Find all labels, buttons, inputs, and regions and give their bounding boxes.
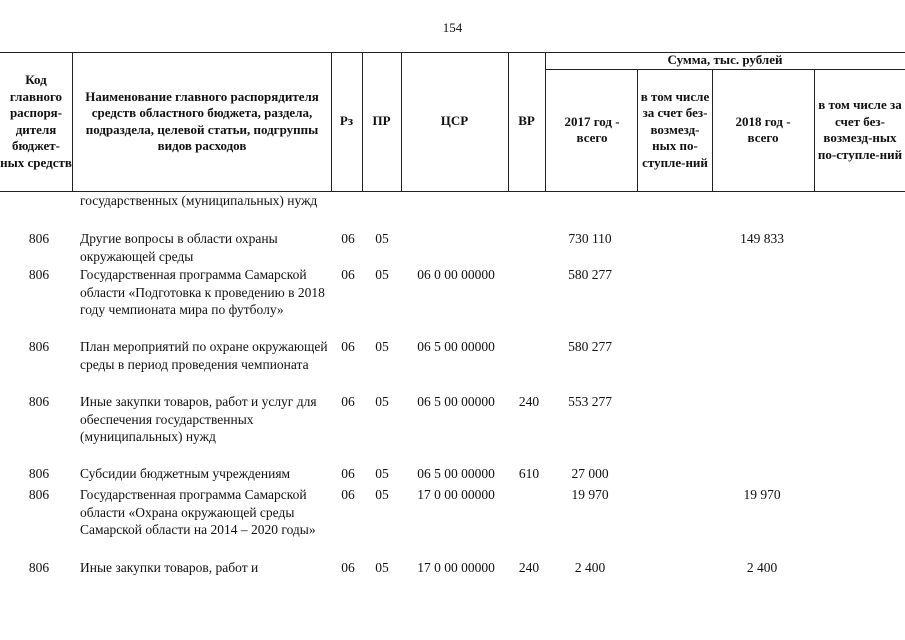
header-2017-free: в том числе за счет без-возмезд-ных по-ступле-ний (640, 88, 710, 170)
row-rz: 06 (341, 231, 355, 246)
row-csr: 06 5 00 00000 (417, 339, 495, 354)
row-code: 806 (28, 267, 50, 282)
row-name: Государственная программа Самарской области «Подготовка к проведению в 2018 году чемпионата мира по футболу» (80, 267, 325, 317)
row-name: государственных (муниципальных) нужд (80, 193, 318, 208)
row-sum-2017: 580 277 (568, 339, 612, 354)
page-number: 154 (442, 20, 463, 35)
row-code: 806 (28, 339, 50, 354)
row-code: 806 (28, 560, 50, 575)
col-divider (814, 69, 815, 191)
row-pr: 05 (375, 487, 389, 502)
header-code: Код главного распоря-дителя бюджет-ных средств (0, 72, 72, 170)
row-name: Субсидии бюджетным учреждениям (80, 466, 291, 481)
col-divider (712, 69, 713, 191)
row-sum-2017: 19 970 (571, 487, 609, 502)
row-rz: 06 (341, 339, 355, 354)
row-csr: 06 5 00 00000 (417, 466, 495, 481)
col-divider (637, 69, 638, 191)
row-vr: 240 (518, 394, 540, 409)
header-2017-total: 2017 год - всего (564, 113, 620, 145)
row-name: Иные закупки товаров, работ и услуг для обеспечения государственных (муниципальных) нужд (80, 394, 317, 444)
header-vr: ВР (518, 113, 535, 129)
row-pr: 05 (375, 339, 389, 354)
header-name: Наименование главного распорядителя средств областного бюджета, раздела, подраздела, целевой статьи, подгруппы видов расходов (85, 88, 319, 153)
row-sum-2018: 19 970 (743, 487, 781, 502)
row-csr: 17 0 00 00000 (417, 560, 495, 575)
col-divider (545, 52, 546, 191)
row-rz: 06 (341, 466, 355, 481)
header-2018-total: 2018 год - всего (735, 113, 791, 145)
row-name: Другие вопросы в области охраны окружающей среды (80, 231, 278, 264)
row-code: 806 (28, 466, 50, 481)
row-csr: 06 0 00 00000 (417, 267, 495, 282)
row-name: План мероприятий по охране окружающей среды в период проведения чемпионата (80, 339, 328, 372)
row-sum-2017: 730 110 (568, 231, 612, 246)
row-pr: 05 (375, 267, 389, 282)
row-rz: 06 (341, 487, 355, 502)
row-code: 806 (28, 231, 50, 246)
row-code: 806 (28, 394, 50, 409)
row-vr: 240 (518, 560, 540, 575)
header-2018-free: в том числе за счет без-возмезд-ных по-ступле-ний (817, 97, 903, 162)
header-pr: ПР (372, 113, 391, 129)
row-csr: 06 5 00 00000 (417, 394, 495, 409)
header-csr: ЦСР (440, 113, 469, 129)
row-pr: 05 (375, 394, 389, 409)
row-name: Иные закупки товаров, работ и (80, 560, 259, 575)
row-rz: 06 (341, 394, 355, 409)
row-pr: 05 (375, 231, 389, 246)
row-csr: 17 0 00 00000 (417, 487, 495, 502)
row-sum-2017: 580 277 (568, 267, 612, 282)
row-pr: 05 (375, 466, 389, 481)
row-rz: 06 (341, 267, 355, 282)
header-sum-title: Сумма, тыс. рублей (667, 52, 783, 68)
header-rz: Рз (339, 113, 354, 129)
row-sum-2017: 27 000 (571, 466, 609, 481)
row-name: Государственная программа Самарской области «Охрана окружающей среды Самарской области на 2014 – 2020 годы» (80, 487, 316, 537)
col-divider (72, 52, 73, 191)
row-code: 806 (28, 487, 50, 502)
row-sum-2018: 2 400 (746, 560, 778, 575)
row-pr: 05 (375, 560, 389, 575)
row-vr: 610 (518, 466, 540, 481)
row-sum-2017: 2 400 (574, 560, 606, 575)
row-sum-2018: 149 833 (740, 231, 784, 246)
row-sum-2017: 553 277 (568, 394, 612, 409)
row-rz: 06 (341, 560, 355, 575)
